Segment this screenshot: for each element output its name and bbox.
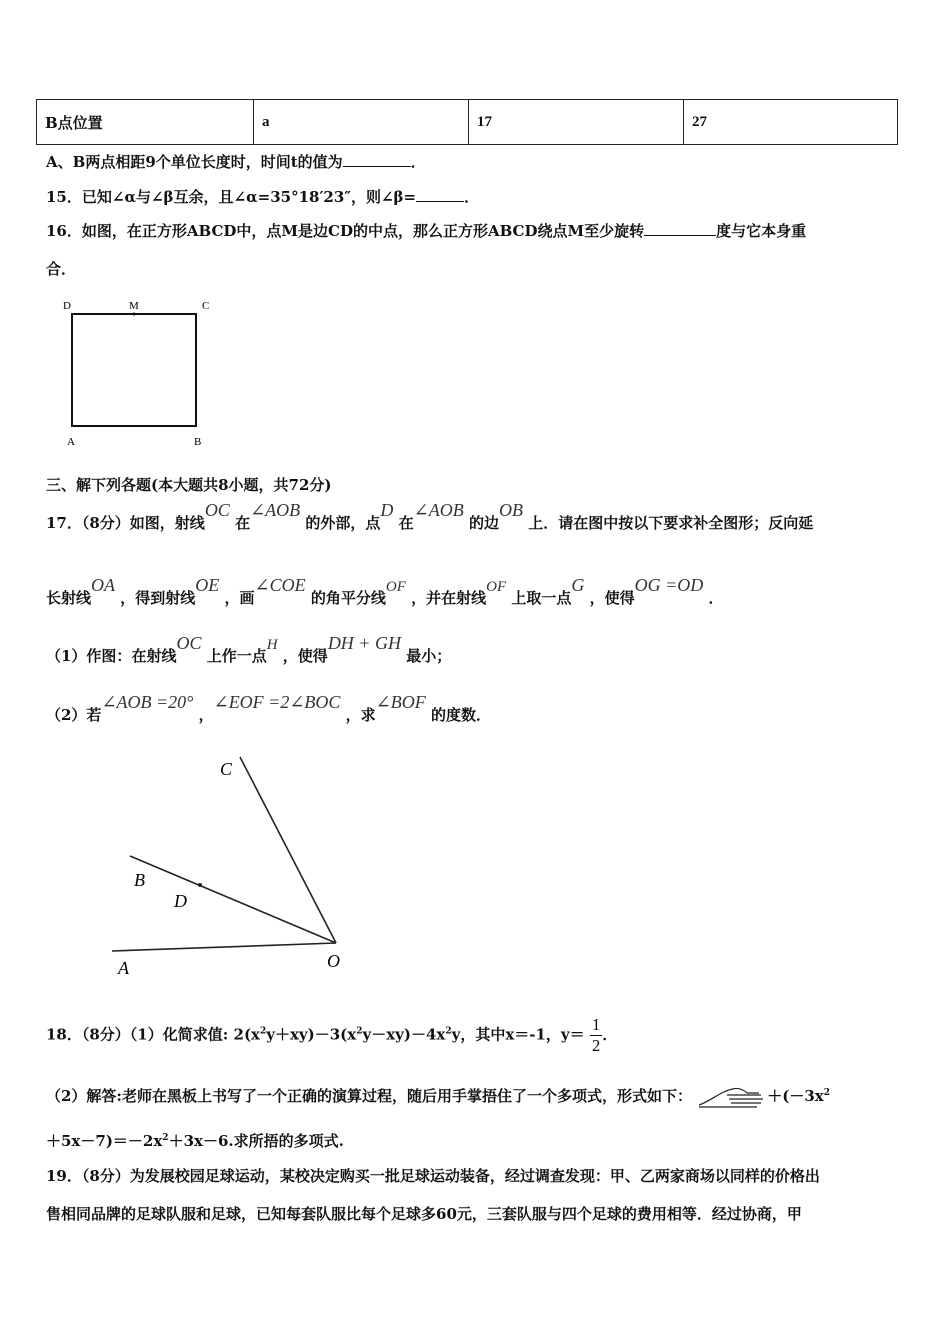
question-text: ，画 [224, 589, 255, 607]
question-text: ＋(－3x [767, 1087, 824, 1105]
table-cell: 27 [684, 100, 898, 145]
table-cell: B点位置 [37, 100, 254, 145]
question-text: 在 [398, 514, 414, 532]
question-text: ，并在射线 [411, 589, 487, 607]
math-expr: G [571, 575, 585, 595]
question-text: A、B两点相距9个单位长度时，时间t的值为 [46, 153, 343, 171]
math-expr: DH + GH [327, 633, 401, 653]
label-b: B [134, 870, 145, 890]
question-15 [46, 186, 479, 207]
question-text: 上取一点 [511, 589, 572, 607]
ray-ob [130, 856, 336, 943]
math-expr: OC [204, 500, 230, 520]
answer-blank[interactable] [343, 152, 411, 167]
table-row [37, 100, 898, 145]
exponent: 2 [823, 1088, 830, 1098]
point-d [198, 883, 202, 887]
label-d: D [174, 891, 187, 911]
question-16-line2: 合． [46, 260, 77, 278]
question-text: 度与它本身重 [716, 222, 807, 240]
point-m [133, 313, 136, 316]
question-18-part1 [46, 1015, 617, 1056]
exponent: 2 [162, 1133, 169, 1143]
question-text: 18．（8分）（1）化简求值: 2(x [46, 1025, 260, 1044]
question-19-line1: 19．（8分）为发展校园足球运动，某校决定购买一批足球运动装备，经过调查发现：甲、乙两家商场以同样的价格出 [46, 1167, 820, 1185]
question-text: ，得到射线 [120, 589, 196, 607]
section-3-title: 三、解下列各题(本大题共8小题，共72分) [46, 476, 332, 494]
question-text: y，其中x＝-1，y＝ [451, 1025, 585, 1044]
question-17-line2 [46, 575, 724, 608]
question-text: ． [410, 153, 426, 171]
label-c: C [220, 759, 233, 779]
math-expr: OE [195, 575, 220, 595]
math-expr: ∠EOF =2∠BOC [213, 692, 341, 712]
math-expr: OB [498, 500, 523, 520]
question-18-part2-line2 [46, 1130, 344, 1151]
math-expr: OF [486, 579, 507, 595]
math-expr: D [380, 500, 394, 520]
question-text: 17．（8分）如图，射线 [46, 514, 205, 532]
exponent: 2 [260, 1026, 267, 1037]
question-text: ＋5x－7)＝－2x [46, 1132, 163, 1150]
fraction-denominator: 2 [591, 1036, 601, 1055]
math-expr: ∠AOB [250, 500, 301, 520]
ray-oc [240, 757, 336, 943]
question-text: y＋xy)－3(x [266, 1025, 357, 1044]
math-expr: ∠AOB [413, 500, 464, 520]
question-text: 最小； [406, 647, 452, 665]
question-text: 15．已知∠α与∠β互余，且∠α=35°18′23″，则∠β= [46, 188, 417, 206]
table-cell: 17 [469, 100, 684, 145]
label-o: O [327, 951, 340, 971]
question-text: 上作一点 [206, 647, 267, 665]
label-a: A [118, 958, 129, 978]
fraction-numerator: 1 [591, 1015, 601, 1034]
label-a: A [67, 436, 75, 448]
question-text: （1）作图：在射线 [46, 647, 177, 665]
question-text: 16．如图，在正方形ABCD中，点M是边CD的中点，那么正方形ABCD绕点M至少旋转 [46, 222, 645, 240]
question-ab-line [46, 151, 426, 172]
fraction [590, 1015, 603, 1056]
question-text: ，求 [345, 706, 376, 724]
question-17-line1 [46, 500, 814, 533]
answer-blank[interactable] [416, 187, 464, 202]
question-text: ． [464, 188, 480, 206]
question-text: ＋3x－6.求所捂的多项式. [168, 1132, 344, 1150]
math-expr: ∠COE [254, 575, 306, 595]
question-18-part2 [46, 1081, 830, 1113]
answer-blank[interactable] [644, 221, 716, 236]
table-cell: a [254, 100, 469, 145]
question-text: （2）解答:老师在黑板上书写了一个正确的演算过程，随后用手掌捂住了一个多项式，形式如下： [46, 1087, 692, 1105]
label-d: D [63, 300, 71, 312]
question-text: ，使得 [589, 589, 635, 607]
label-b: B [194, 436, 202, 448]
position-table [36, 99, 898, 145]
math-expr: ∠AOB =20° [101, 692, 194, 712]
square-figure [55, 295, 225, 455]
hand-icon [697, 1081, 767, 1113]
math-expr: OC [176, 633, 202, 653]
math-expr: H [266, 637, 278, 653]
exponent: 2 [445, 1026, 452, 1037]
question-text: ． [708, 589, 724, 607]
exponent: 2 [356, 1026, 363, 1037]
question-text: 的边 [468, 514, 499, 532]
question-text: ， [198, 706, 214, 724]
label-m: M [129, 300, 139, 312]
question-text: 的度数． [430, 706, 491, 724]
question-text: 上．请在图中按以下要求补全图形；反向延 [528, 514, 814, 532]
question-text: ，使得 [282, 647, 328, 665]
math-expr: ∠BOF [375, 692, 426, 712]
question-17-part2 [46, 692, 491, 725]
question-17-part1 [46, 633, 452, 666]
math-expr: OG =OD [634, 575, 704, 595]
question-text: 的角平分线 [310, 589, 386, 607]
question-text: 长射线 [46, 589, 92, 607]
question-text: y－xy)－4x [362, 1025, 446, 1044]
rays-figure [40, 745, 370, 985]
question-16 [46, 220, 806, 241]
math-expr: OF [385, 579, 406, 595]
question-19-line2: 售相同品牌的足球队服和足球，已知每套队服比每个足球多60元，三套队服与四个足球的费用相等．经过协商，甲 [46, 1205, 802, 1223]
question-text: 的外部，点 [305, 514, 381, 532]
question-text: （2）若 [46, 706, 102, 724]
ray-oa [112, 943, 336, 951]
label-c: C [202, 300, 210, 312]
math-expr: OA [91, 575, 116, 595]
question-text: 在 [235, 514, 251, 532]
question-text: ． [602, 1025, 618, 1044]
square-abcd [72, 314, 196, 426]
